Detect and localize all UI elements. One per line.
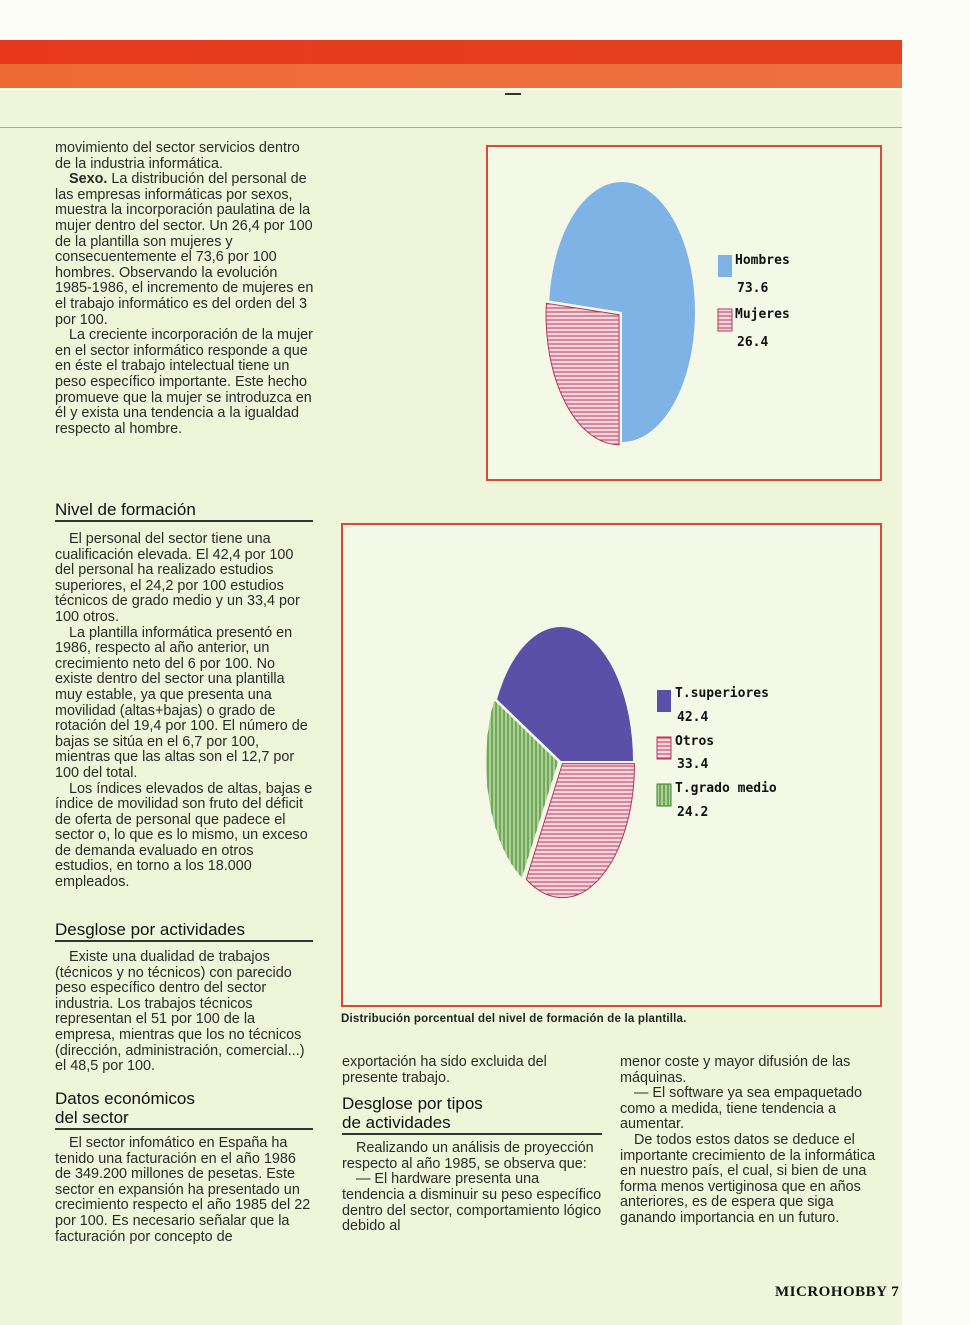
header-dash xyxy=(505,93,521,95)
legend-label-superiores: T.superiores xyxy=(675,686,769,701)
data-label-hombres: 73.6 xyxy=(737,281,769,296)
legend-swatch-grado-medio xyxy=(657,784,671,806)
legend-label-mujeres: Mujeres xyxy=(735,307,790,322)
data-label-mujeres: 26.4 xyxy=(737,335,769,350)
pie-chart-formacion xyxy=(343,525,880,1005)
page-footer: MICROHOBBY 7 xyxy=(775,1284,900,1300)
paragraph: El sector infomático en España ha tenido una facturación en el año 1986 de 349.200 millones de pesetas. Este sector en expansión ha presentado un crecimiento respecto el año 1985 del 22 por 100. Es necesario señalar que la facturación por concepto de xyxy=(55,1135,311,1245)
paragraph: movimiento del sector servicios dentro de la industria informática. xyxy=(55,140,300,172)
pie-chart-sexo xyxy=(488,147,880,479)
paragraph: El personal del sector tiene una cualificación elevada. El 42,4 por 100 del personal ha realizado estudios superiores, el 24,2 por 100 estudios técnicos de grado medio y un 33,4 por 100 otros. xyxy=(55,531,300,625)
paragraph: Existe una dualidad de trabajos (técnicos y no técnicos) con parecido peso específico dentro del sector industria. Los trabajos técnicos representan el 51 por 100 de la empresa, mientras que los no técnicos (dirección, administración, comercial...) el 48,5 por 100. xyxy=(55,949,305,1075)
pie-slice-mujeres xyxy=(546,303,619,444)
paragraph: Realizando un análisis de proyección respecto al año 1985, se observa que: xyxy=(342,1140,594,1172)
section-datos xyxy=(55,1089,313,1245)
paragraph: La creciente incorporación de la mujer en el sector informático responde a que en éste el trabajo intelectual tiene un peso específico importante. Este hecho promueve que la mujer se introduzca en él y exista una tendencia a la igualdad respecto al hombre. xyxy=(55,327,313,437)
figure-caption: Distribución porcentual del nivel de formación de la plantilla. xyxy=(341,1013,687,1025)
legend-label-otros: Otros xyxy=(675,734,715,749)
section-heading-line1: Desglose por tipos xyxy=(342,1094,483,1114)
paragraph: De todos estos datos se deduce el importante crecimiento de la informática en nuestro país, el cual, si bien de una forma menos vertiginosa que en años anteriores, es de espera que siga ganando importancia en un futuro. xyxy=(620,1131,876,1226)
section-nivel xyxy=(55,500,313,891)
paragraph: exportación ha sido excluida del presente trabajo. xyxy=(342,1054,547,1086)
legend-swatch-otros xyxy=(657,737,671,759)
paragraph: Los índices elevados de altas, bajas e índice de movilidad son fruto del déficit de oferta de personal que padece el sector o, lo que es lo mismo, un exceso de demanda evaluado en otros estudios, en torno a los 18.000 empleados. xyxy=(55,780,313,891)
section-heading-line2: de actividades xyxy=(342,1113,602,1135)
chart-sexo xyxy=(486,145,882,481)
paragraph: menor coste y mayor difusión de las máquinas. xyxy=(620,1054,851,1086)
section-heading: Nivel de formación xyxy=(55,500,313,522)
column-two-bottom xyxy=(342,1055,602,1235)
header-red-band xyxy=(0,40,902,64)
paragraph: La plantilla informática presentó en 1986, respecto al año anterior, un crecimiento neto del 6 por 100. No existe dentro del sector una plantilla muy estable, ya que presenta una movilidad (altas+bajas) o grado de rotación del 19,4 por 100. El número de bajas se sitúa en el 6,7 por 100, mientras que las altas son el 12,7 por 100 del total. xyxy=(55,624,308,781)
paragraph: — El hardware presenta una tendencia a disminuir su peso específico dentro del sector, comportamiento lógico debido al xyxy=(342,1171,602,1235)
column-three-bottom xyxy=(620,1055,882,1227)
legend-label-grado-medio: T.grado medio xyxy=(675,781,777,796)
run-in-heading: Sexo. xyxy=(69,171,108,188)
legend-swatch-mujeres xyxy=(718,309,732,331)
top-rule xyxy=(0,127,902,128)
paragraph-sexo xyxy=(55,172,317,328)
section-heading: Desglose por actividades xyxy=(55,920,313,942)
data-label-otros: 33.4 xyxy=(677,757,709,772)
data-label-superiores: 42.4 xyxy=(677,710,709,725)
header-orange-band xyxy=(0,64,902,88)
chart-formacion xyxy=(341,523,882,1007)
paragraph: — El software ya sea empaquetado como a medida, tiene tendencia a aumentar. xyxy=(620,1085,862,1133)
legend-label-hombres: Hombres xyxy=(735,253,790,268)
section-heading-line1: Datos económicos xyxy=(55,1089,195,1108)
legend-swatch-superiores xyxy=(657,690,671,712)
data-label-grado-medio: 24.2 xyxy=(677,805,709,820)
section-heading-line2: del sector xyxy=(55,1108,313,1130)
legend-swatch-hombres xyxy=(718,255,732,277)
paragraph-text: La distribución del personal de las empresas informáticas por sexos, muestra la incorporación paulatina de la mujer dentro del sector. Un 26,4 por 100 de la plantilla son mujeres y consecuentemente el 73,6 por 100 hombres. Observando la evolución 1985-1986, el incremento de mujeres en el trabajo informático es del orden del 3 por 100. xyxy=(55,171,314,328)
section-desglose xyxy=(55,920,313,1075)
column-one-top xyxy=(55,141,317,437)
